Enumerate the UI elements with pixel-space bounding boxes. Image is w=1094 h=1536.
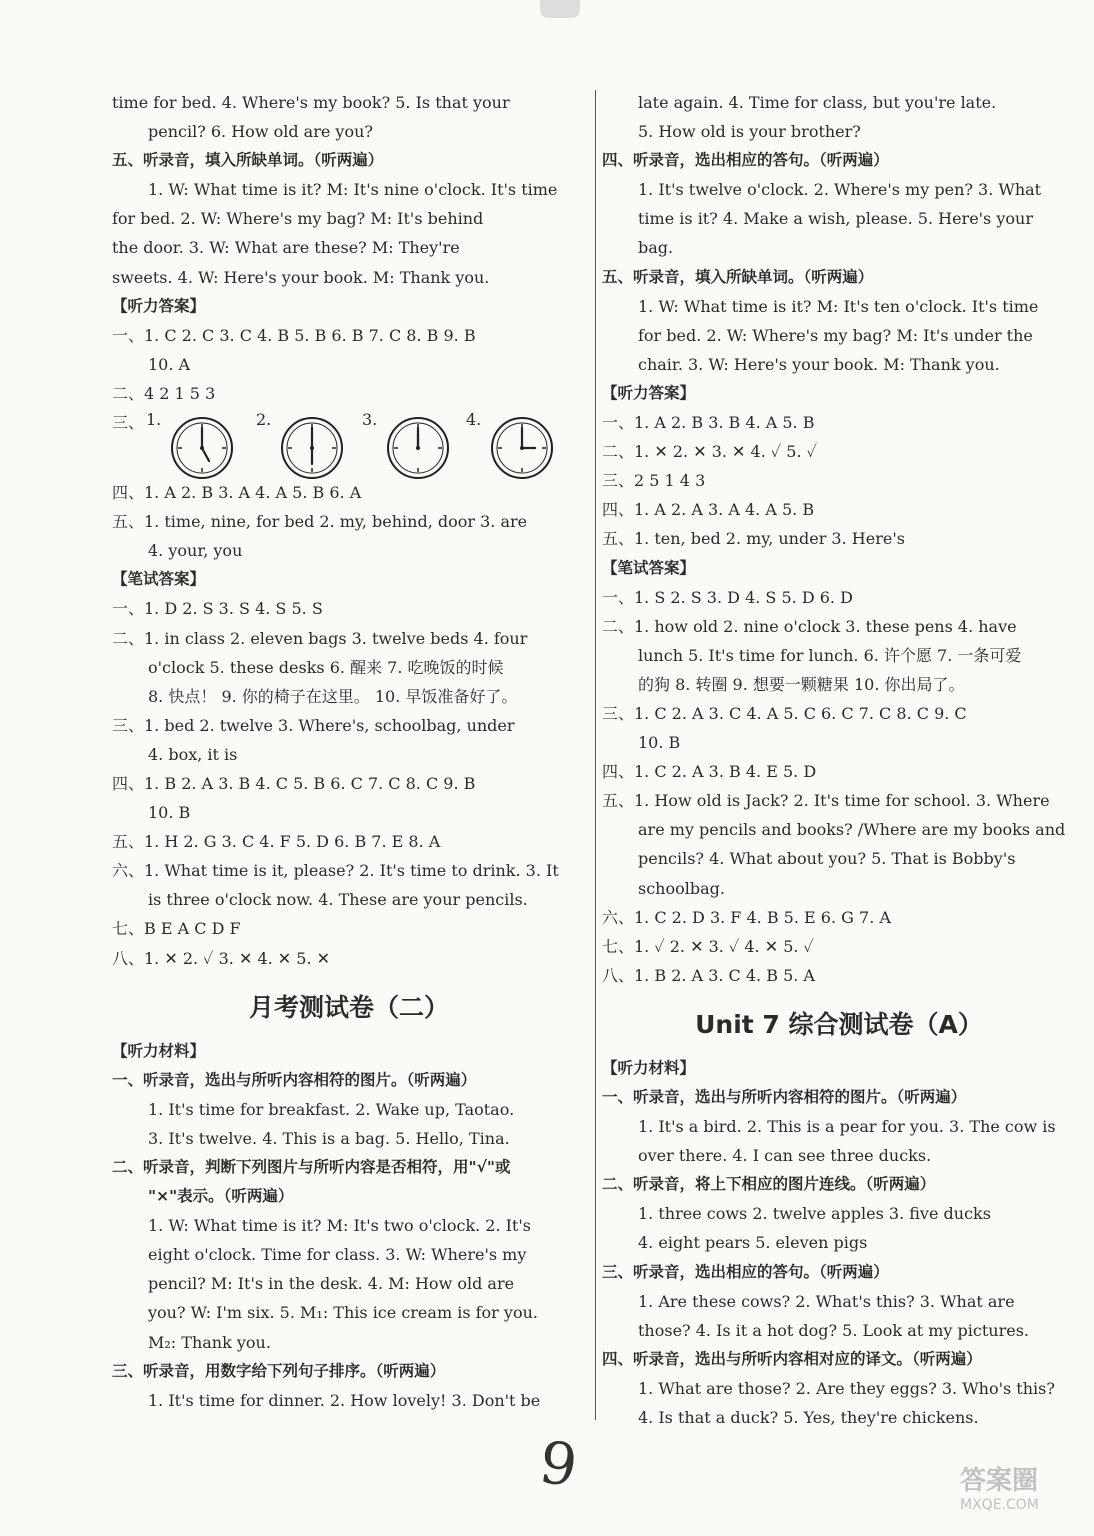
answer-line: 五、1. time, nine, for bed 2. my, behind, door 3. are	[112, 512, 528, 532]
watermark-logo	[960, 1460, 1080, 1524]
answer-heading: 【笔试答案】	[112, 570, 206, 589]
clock-answer-row	[112, 408, 586, 478]
watermark-url: MXQE.COM	[960, 1497, 1039, 1513]
section-heading: 五、听录音，填入所缺单词。（听两遍）	[602, 267, 874, 286]
clock-label: 4.	[466, 410, 482, 430]
text-line: the door. 3. W: What are these? M: They're	[112, 238, 460, 258]
answer-line: 二、1. how old 2. nine o'clock 3. these pens 4. have	[602, 616, 1017, 636]
text-line: M₂: Thank you.	[148, 1332, 271, 1352]
clock-icon	[280, 416, 344, 480]
section-heading: 一、听录音，选出与所听内容相符的图片。（听两遍）	[602, 1088, 967, 1106]
answer-line: 10. B	[638, 733, 681, 753]
watermark-text: 答案圈	[960, 1466, 1039, 1496]
answer-line: o'clock 5. these desks 6. 醒来 7. 吃晚饭的时候	[148, 657, 504, 677]
text-line: 1. It's time for dinner. 2. How lovely! 3. Don't be	[148, 1390, 541, 1410]
clock-label: 2.	[256, 410, 272, 430]
answer-line: 10. A	[148, 354, 191, 374]
answer-line: 七、B E A C D F	[112, 919, 241, 939]
text-line: time is it? 4. Make a wish, please. 5. Here's your	[638, 209, 1033, 229]
clock-label: 3.	[362, 410, 378, 430]
section-heading: 五、听录音，填入所缺单词。（听两遍）	[112, 151, 384, 170]
answer-line: 四、1. A 2. A 3. A 4. A 5. B	[602, 500, 815, 520]
test-title: 月考测试卷（二）	[248, 992, 449, 1022]
answer-line: 的狗 8. 转圈 9. 想要一颗糖果 10. 你出局了。	[638, 674, 965, 694]
section-heading: 四、听录音，选出与所听内容相对应的译文。（听两遍）	[602, 1349, 982, 1368]
text-line: time for bed. 4. Where's my book? 5. Is that your	[112, 93, 510, 112]
text-line: 4. eight pears 5. eleven pigs	[638, 1233, 868, 1253]
answer-line: 二、1. in class 2. eleven bags 3. twelve beds 4. four	[112, 628, 528, 648]
right-column	[602, 88, 1076, 1432]
text-line: 1. W: What time is it? M: It's ten o'clock. It's time	[638, 296, 1039, 316]
text-line: 5. How old is your brother?	[638, 122, 861, 142]
answer-line: are my pencils and books? /Where are my books and	[638, 820, 1066, 840]
text-line: 3. It's twelve. 4. This is a bag. 5. Hello, Tina.	[148, 1128, 510, 1148]
text-line: bag.	[638, 238, 674, 258]
answer-heading: 【听力答案】	[112, 296, 206, 315]
answer-line: 一、1. A 2. B 3. B 4. A 5. B	[602, 413, 815, 433]
section-heading: 三、听录音，用数字给下列句子排序。（听两遍）	[112, 1361, 446, 1380]
text-line: over there. 4. I can see three ducks.	[638, 1146, 932, 1166]
answer-line: 五、1. How old is Jack? 2. It's time for school. 3. Where	[602, 791, 1050, 811]
text-line: for bed. 2. W: Where's my bag? M: It's under the	[638, 325, 1033, 345]
text-line: 1. three cows 2. twelve apples 3. five ducks	[638, 1204, 991, 1224]
answer-heading: 【笔试答案】	[602, 558, 696, 577]
answer-line: pencils? 4. What about you? 5. That is Bobby's	[638, 849, 1016, 869]
answer-line: 一、1. D 2. S 3. S 4. S 5. S	[112, 599, 323, 619]
answer-line: 四、1. C 2. A 3. B 4. E 5. D	[602, 762, 817, 782]
text-line: 1. What are those? 2. Are they eggs? 3. Who's this?	[638, 1378, 1055, 1398]
answer-line: lunch 5. It's time for lunch. 6. 许个愿 7. 一条可爱	[638, 645, 1022, 665]
answer-line: 二、4 2 1 5 3	[112, 383, 216, 403]
answer-line: 五、1. H 2. G 3. C 4. F 5. D 6. B 7. E 8. A	[112, 832, 441, 852]
section-heading: 三、听录音，选出相应的答句。（听两遍）	[602, 1262, 889, 1281]
text-line: pencil? M: It's in the desk. 4. M: How old are	[148, 1274, 515, 1294]
answer-line: 一、1. S 2. S 3. D 4. S 5. D 6. D	[602, 587, 853, 607]
text-line: 1. W: What time is it? M: It's two o'clock. 2. It's	[148, 1216, 532, 1236]
text-line: chair. 3. W: Here's your book. M: Thank you.	[638, 354, 1000, 374]
answer-line: 10. B	[148, 803, 191, 823]
top-edge-decoration	[540, 0, 580, 18]
answer-line: 4. box, it is	[148, 744, 238, 764]
answer-line: 二、1. ✕ 2. ✕ 3. ✕ 4. ✓ 5. ✓	[602, 442, 817, 462]
answer-line: schoolbag.	[638, 878, 725, 898]
text-line: those? 4. Is it a hot dog? 5. Look at my pictures.	[638, 1320, 1030, 1340]
text-line: 1. W: What time is it? M: It's nine o'clock. It's time	[148, 180, 558, 200]
answer-line: 八、1. ✕ 2. ✓ 3. ✕ 4. ✕ 5. ✕	[112, 948, 331, 968]
section-heading: 二、听录音，将上下相应的图片连线。（听两遍）	[602, 1175, 936, 1194]
section-heading: 四、听录音，选出相应的答句。（听两遍）	[602, 151, 889, 170]
answer-line: 三、1. C 2. A 3. C 4. A 5. C 6. C 7. C 8. C 9. C	[602, 703, 967, 723]
answer-line: 四、1. B 2. A 3. B 4. C 5. B 6. C 7. C 8. C 9. B	[112, 773, 476, 793]
clock-row-label: 三、	[112, 413, 145, 433]
answer-line: 四、1. A 2. B 3. A 4. A 5. B 6. A	[112, 483, 362, 503]
text-line: for bed. 2. W: Where's my bag? M: It's behind	[112, 209, 484, 229]
clock-icon	[170, 416, 234, 480]
text-line: 1. It's twelve o'clock. 2. Where's my pen? 3. What	[638, 180, 1042, 200]
text-line: late again. 4. Time for class, but you're late.	[638, 93, 997, 112]
text-line: 1. Are these cows? 2. What's this? 3. What are	[638, 1291, 1015, 1311]
clock-label: 1.	[146, 410, 162, 430]
page-number: 9	[535, 1427, 582, 1501]
material-heading: 【听力材料】	[602, 1058, 696, 1077]
text-line: 1. It's a bird. 2. This is a pear for you. 3. The cow is	[638, 1117, 1056, 1137]
section-heading: 二、听录音，判断下列图片与所听内容是否相符，用"√"或	[112, 1158, 511, 1176]
text-line: pencil? 6. How old are you?	[148, 122, 373, 142]
answer-line: 六、1. What time is it, please? 2. It's time to drink. 3. It	[112, 861, 559, 881]
text-line: eight o'clock. Time for class. 3. W: Where's my	[148, 1245, 527, 1265]
answer-line: 三、1. bed 2. twelve 3. Where's, schoolbag, under	[112, 715, 515, 735]
answer-line: is three o'clock now. 4. These are your pencils.	[148, 890, 528, 910]
answer-heading: 【听力答案】	[602, 383, 696, 402]
text-line: you? W: I'm six. 5. M₁: This ice cream is for you.	[148, 1303, 538, 1323]
answer-line: 三、2 5 1 4 3	[602, 471, 706, 491]
answer-line: 八、1. B 2. A 3. C 4. B 5. A	[602, 965, 815, 985]
section-heading: 一、听录音，选出与所听内容相符的图片。（听两遍）	[112, 1070, 477, 1089]
section-heading: "×"表示。（听两遍）	[148, 1187, 294, 1206]
text-line: sweets. 4. W: Here's your book. M: Thank you.	[112, 267, 490, 287]
answer-line: 五、1. ten, bed 2. my, under 3. Here's	[602, 529, 905, 549]
answer-line: 六、1. C 2. D 3. F 4. B 5. E 6. G 7. A	[602, 907, 891, 927]
text-line: 4. Is that a duck? 5. Yes, they're chickens.	[638, 1408, 979, 1428]
column-divider	[595, 90, 596, 1420]
answer-line: 8. 快点！ 9. 你的椅子在这里。 10. 早饭准备好了。	[148, 686, 518, 706]
answer-line: 一、1. C 2. C 3. C 4. B 5. B 6. B 7. C 8. B 9. B	[112, 325, 476, 345]
text-line: 1. It's time for breakfast. 2. Wake up, Taotao.	[148, 1099, 515, 1119]
answer-line: 4. your, you	[148, 541, 243, 561]
material-heading: 【听力材料】	[112, 1041, 206, 1060]
test-title: Unit 7 综合测试卷（A）	[695, 1009, 983, 1039]
clock-icon	[490, 416, 554, 480]
left-column	[112, 88, 586, 1415]
clock-icon	[386, 416, 450, 480]
answer-line: 七、1. ✓ 2. ✕ 3. ✓ 4. ✕ 5. ✓	[602, 936, 814, 956]
